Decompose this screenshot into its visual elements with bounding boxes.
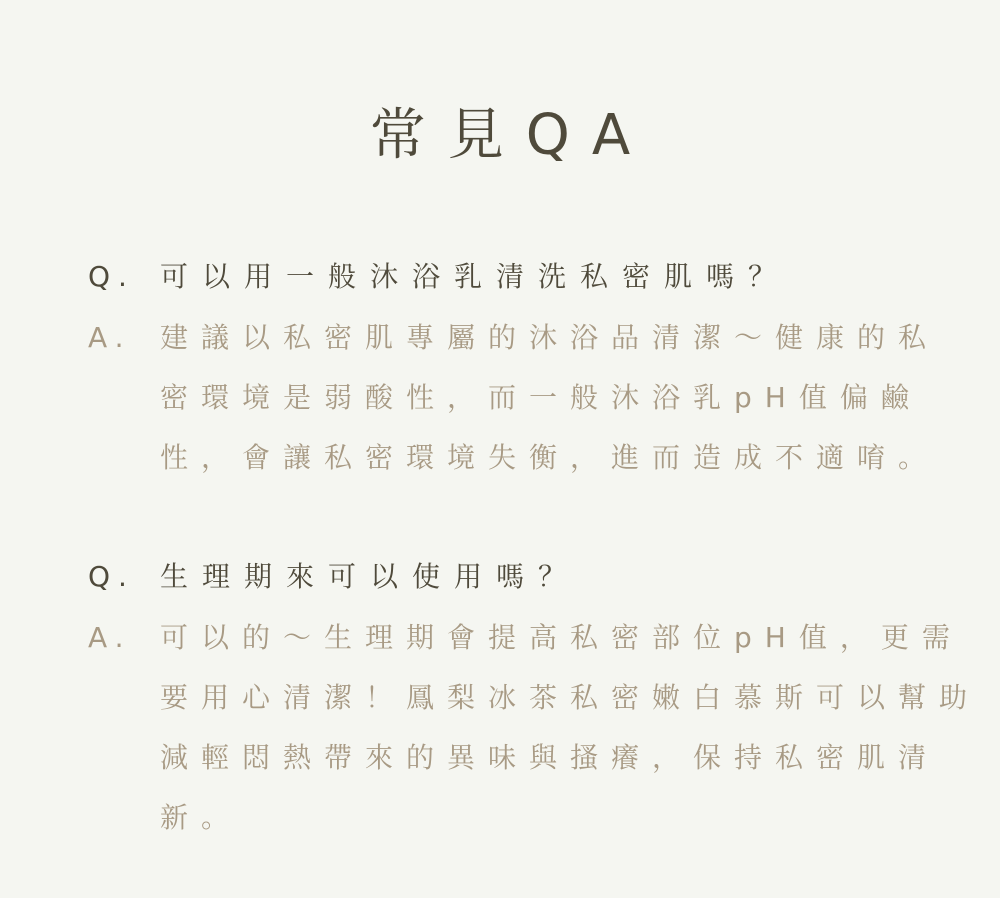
question-text: 生理期來可以使用嗎？: [160, 560, 581, 593]
page-title: 常見QA: [369, 103, 653, 168]
answer-line: 建議以私密肌專屬的沐浴品清潔～健康的私: [160, 321, 940, 354]
answer-line: 密環境是弱酸性，而一般沐浴乳pH值偏鹼: [160, 381, 922, 414]
answer-marker: A.: [88, 321, 132, 354]
answer-text: [160, 608, 980, 848]
answer-line: 要用心清潔！鳳梨冰茶私密嫩白慕斯可以幫助: [160, 681, 981, 714]
question-text: 可以用一般沐浴乳清洗私密肌嗎？: [160, 260, 791, 293]
answer-line: 性，會讓私密環境失衡，進而造成不適唷。: [160, 441, 940, 474]
qa-item-2: [88, 552, 981, 848]
answer-line: 新。: [160, 801, 243, 834]
answer-row: [88, 302, 948, 488]
question-marker: Q.: [88, 260, 135, 293]
answer-line: 減輕悶熱帶來的異味與搔癢，保持私密肌清: [160, 741, 940, 774]
answer-marker: A.: [88, 621, 132, 654]
question-row: [88, 252, 948, 302]
question-row: [88, 552, 948, 602]
answer-row: [88, 602, 981, 848]
qa-item-1: [88, 252, 948, 488]
question-marker: Q.: [88, 560, 135, 593]
answer-text: [160, 308, 939, 488]
answer-line: 可以的～生理期會提高私密部位pH值，更需: [160, 621, 963, 654]
